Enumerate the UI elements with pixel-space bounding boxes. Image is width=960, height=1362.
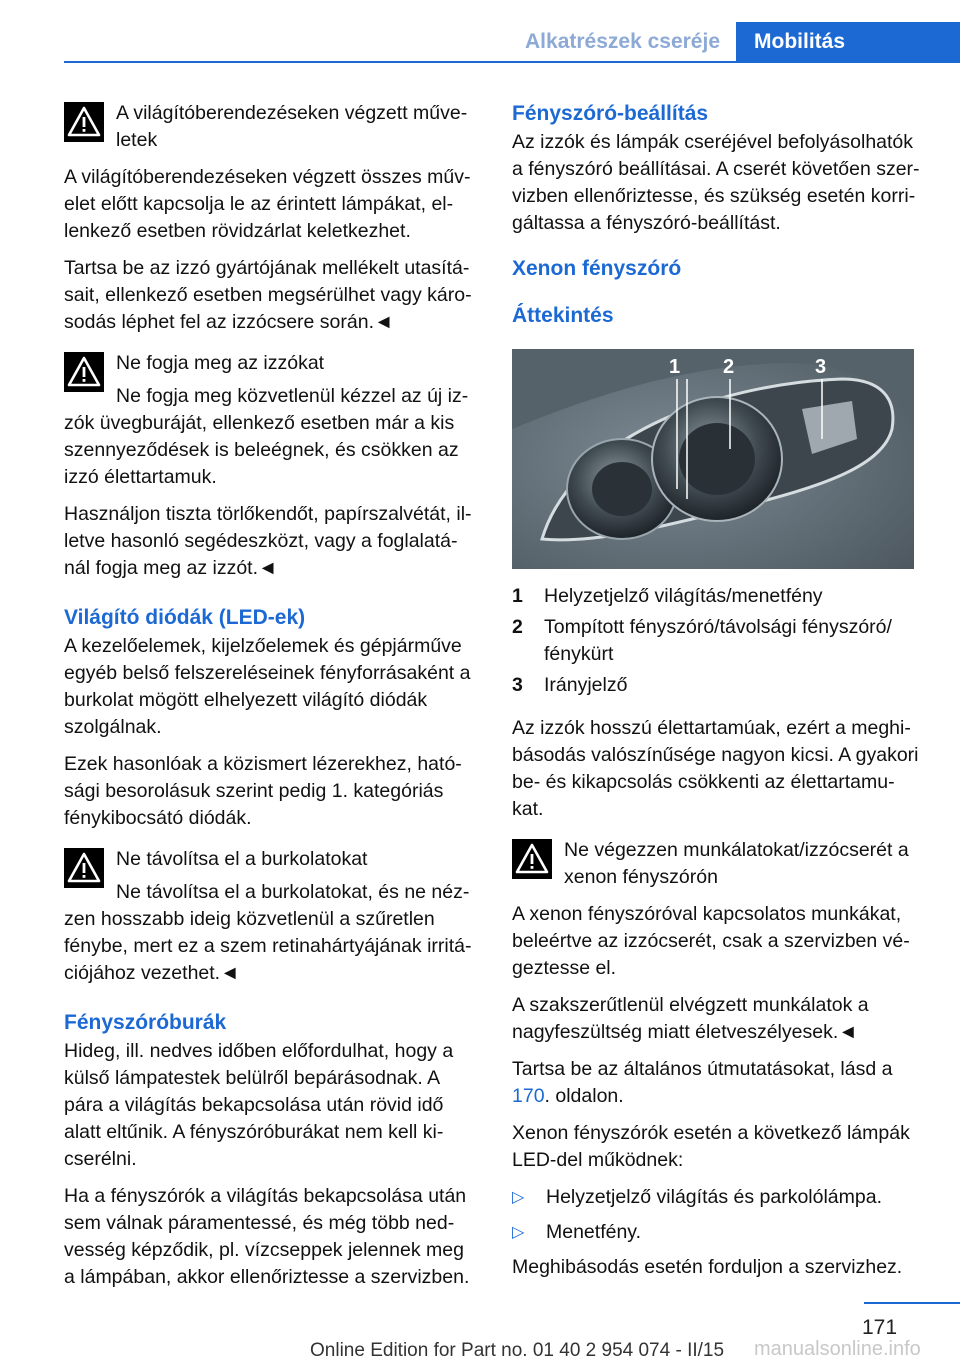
warning-triangle-icon — [64, 352, 104, 392]
paragraph: Ne fogja meg közvetlenül kézzel az új iz- zók üvegburáját, ellenkező esetben már a kis szennyeződések is beleégnek, és csökken az izzó élettartamuk. — [64, 385, 469, 488]
paragraph: Használjon tiszta törlőkendőt, papírszalvétát, il- letve hasonló segédeszközt, vagy a foglalatá- nál fogja meg az izzót.◄ — [64, 503, 472, 579]
heading-adjustment: Fényszóró-beállítás — [512, 102, 709, 125]
watermark: manualsonline.info — [754, 1338, 921, 1360]
page-number: 171 — [862, 1316, 898, 1339]
headlight-illustration — [512, 349, 914, 569]
page-link[interactable]: 170 — [512, 1085, 545, 1107]
list-item — [512, 1184, 928, 1211]
legend-item — [512, 583, 928, 610]
heading-led: Világító diódák (LED-ek) — [64, 606, 306, 629]
triangle-bullet-icon: ▷ — [512, 1189, 525, 1206]
warning-bulbs — [64, 350, 480, 377]
list-item-text: Menetfény. — [546, 1221, 642, 1243]
paragraph: Az izzók és lámpák cseréjével befolyásolhatók a fényszóró beállításai. A cserét követően szer- vizben ellenőriztesse, és szükség esetén korri- gáltassa a fényszóró-beállítást. — [512, 131, 920, 234]
paragraph: A szakszerűtlenül elvégzett munkálatok a nagyfeszültség miatt életveszélyesek.◄ — [512, 994, 869, 1043]
header-rule — [64, 61, 960, 63]
section-tab[interactable]: Alkatrészek cseréje — [525, 30, 720, 53]
footer-rule — [864, 1302, 960, 1304]
warning-title: A világítóberendezéseken végzett műve- letek — [116, 102, 468, 151]
headlight-figure — [512, 349, 914, 569]
figure-label-2: 2 — [723, 356, 735, 378]
heading-xenon: Xenon fényszóró — [512, 257, 682, 280]
paragraph: Az izzók hosszú élettartamúak, ezért a meghi- básodás valószínűsége nagyon kicsi. A gyakori be- és kikapcsolás csökkenti az élettartamu- kat. — [512, 717, 919, 820]
text-fragment: Tartsa be az általános útmutatásokat, lásd a — [512, 1058, 893, 1080]
heading-covers: Fényszóróburák — [64, 1011, 227, 1034]
legend-number: 3 — [512, 674, 523, 696]
right-column — [512, 100, 928, 1291]
text-fragment: . oldalon. — [544, 1085, 624, 1107]
warning-lighting — [64, 100, 480, 154]
edition-text: Online Edition for Part no. 01 40 2 954 074 - II/15 — [310, 1340, 725, 1361]
warning-xenon — [512, 837, 928, 891]
heading-overview: Áttekintés — [512, 304, 614, 327]
legend-item — [512, 614, 928, 668]
warning-title: Ne fogja meg az izzókat — [116, 352, 325, 374]
paragraph: Ne távolítsa el a burkolatokat, és ne néz- zen hosszabb ideig közvetlenül a szűretlen fénybe, mert ez a szem retinahártyájának irritá- ciójához vezethet.◄ — [64, 881, 472, 984]
paragraph — [512, 1056, 928, 1110]
legend-text: Helyzetjelző világítás/menetfény — [544, 585, 823, 607]
warning-triangle-icon — [64, 102, 104, 142]
warning-covers — [64, 846, 480, 873]
paragraph: A világítóberendezéseken végzett összes műv- elet előtt kapcsolja le az érintett lámpákat, el- lenkező esetben rövidzárlat keletkezhet. — [64, 166, 471, 242]
legend-item — [512, 672, 928, 699]
figure-label-1: 1 — [669, 356, 681, 378]
paragraph: A kezelőelemek, kijelzőelemek és gépjárműve egyéb belső felszereléseinek fényforrásaként a burkolat mögött elhelyezett világító diódák szolgálnak. — [64, 635, 471, 738]
warning-triangle-icon — [64, 848, 104, 888]
paragraph: Xenon fényszórók esetén a következő lámpák LED-del működnek: — [512, 1122, 910, 1171]
paragraph: Ezek hasonlóak a közismert lézerekhez, ható- sági besorolásuk szerint pedig 1. kategóriás fénykibocsátó diódák. — [64, 753, 462, 829]
warning-triangle-icon — [512, 839, 552, 879]
figure-label-3: 3 — [815, 356, 827, 378]
warning-title: Ne távolítsa el a burkolatokat — [116, 848, 368, 870]
paragraph: Meghibásodás esetén forduljon a szervizhez. — [512, 1256, 903, 1278]
paragraph: Tartsa be az izzó gyártójának mellékelt utasítá- sait, ellenkező esetben megsérülhet vagy káro- sodás léphet fel az izzócsere során.◄ — [64, 257, 472, 333]
paragraph: A xenon fényszóróval kapcsolatos munkákat, beleértve az izzócserét, csak a szervizben vé- geztesse el. — [512, 903, 910, 979]
legend-number: 2 — [512, 616, 523, 638]
paragraph: Hideg, ill. nedves időben előfordulhat, hogy a külső lámpatestek belülről bepárásodnak. A pára a világítás bekapcsolása után rövid idő alatt eltűnik. A fényszóróburákat nem kell ki- cserélni. — [64, 1040, 454, 1170]
chapter-tab[interactable]: Mobilitás — [736, 22, 960, 62]
legend-number: 1 — [512, 585, 523, 607]
legend-text: Irányjelző — [544, 674, 628, 696]
triangle-bullet-icon: ▷ — [512, 1224, 525, 1241]
left-column — [64, 100, 480, 1301]
list-item-text: Helyzetjelző világítás és parkolólámpa. — [546, 1186, 882, 1208]
legend-text: Tompított fényszóró/távolsági fényszóró/ fénykürt — [544, 616, 892, 665]
list-item — [512, 1219, 928, 1246]
page-header — [0, 0, 960, 62]
warning-title: Ne végezzen munkálatokat/izzócserét a xenon fényszórón — [564, 839, 909, 888]
paragraph: Ha a fényszórók a világítás bekapcsolása után sem válnak páramentessé, és még több ned- vesség képződik, pl. vízcseppek jelennek meg a lámpában, akkor ellenőriztesse a szervizben. — [64, 1185, 470, 1288]
